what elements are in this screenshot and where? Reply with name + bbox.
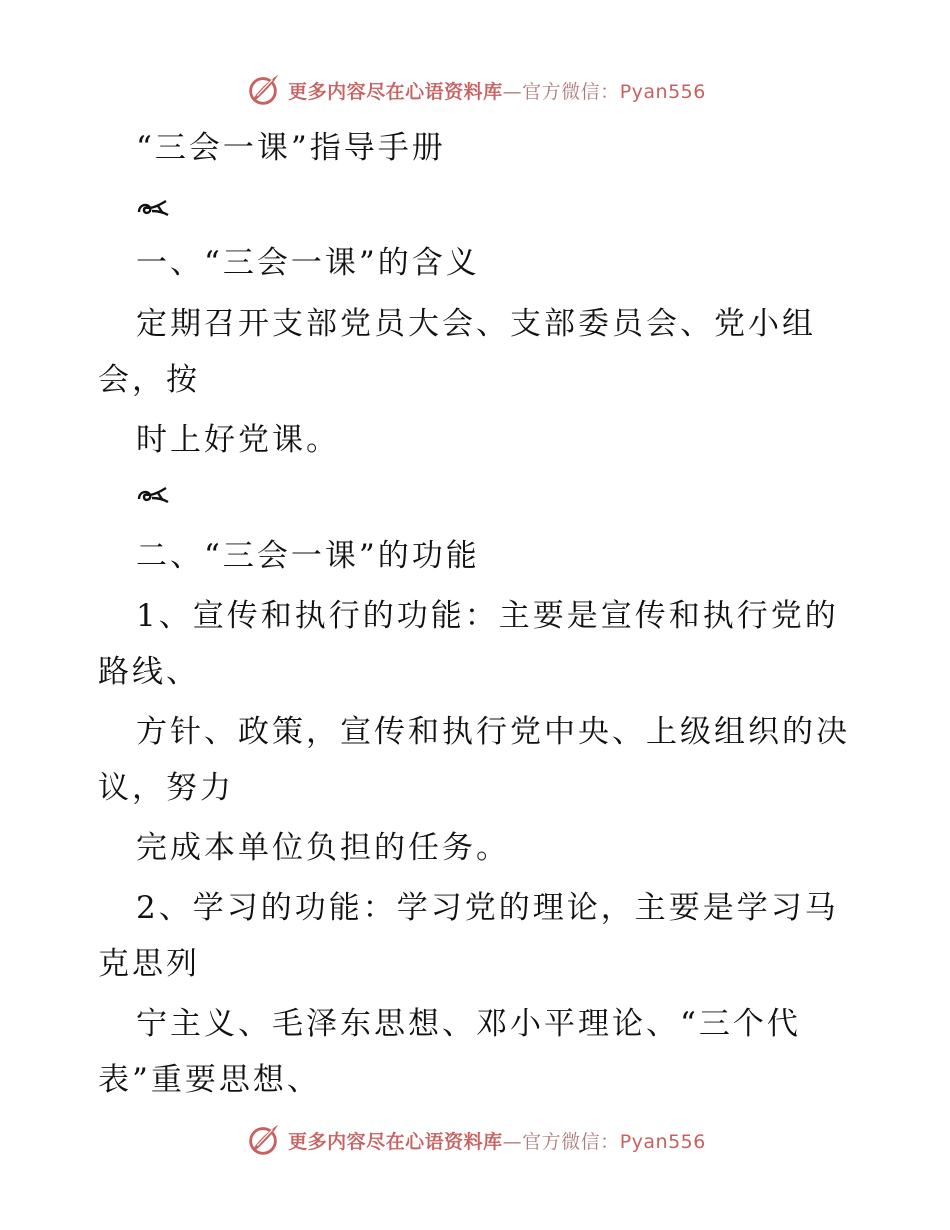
paragraph-line: 1、宣传和执行的功能：主要是宣传和执行党的 <box>136 598 839 634</box>
feather-pen-logo-icon <box>244 71 282 109</box>
paragraph-line: 克思列 <box>98 946 200 982</box>
watermark-wechat-label: —官方微信： <box>502 1130 620 1153</box>
paragraph-line: 路线、 <box>98 654 200 690</box>
paragraph-line: 2、学习的功能：学习党的理论，主要是学习马 <box>136 890 839 926</box>
watermark-site-name: 更多内容尽在心语资料库 <box>288 1130 503 1153</box>
paragraph-line: 时上好党课。 <box>136 422 340 458</box>
fleuron-icon <box>136 485 170 507</box>
feather-pen-logo-icon <box>244 1121 282 1159</box>
paragraph-line: 表”重要思想、 <box>98 1062 321 1098</box>
paragraph-line: 方针、政策，宣传和执行党中央、上级组织的决 <box>136 714 850 750</box>
watermark-wechat-id: Pyan556 <box>619 1130 706 1153</box>
section2-heading: 二、“三会一课”的功能 <box>136 538 480 574</box>
watermark-text <box>288 77 706 104</box>
watermark-wechat-id: Pyan556 <box>619 80 706 103</box>
paragraph-line: 宁主义、毛泽东思想、邓小平理论、“三个代 <box>136 1006 801 1042</box>
watermark-site-name: 更多内容尽在心语资料库 <box>288 80 503 103</box>
paragraph-line: 定期召开支部党员大会、支部委员会、党小组 <box>136 306 816 342</box>
paragraph-line: 完成本单位负担的任务。 <box>136 830 510 866</box>
watermark-footer <box>0 1120 950 1160</box>
fleuron-icon <box>136 198 170 220</box>
watermark-header <box>0 70 950 110</box>
watermark-wechat-label: —官方微信： <box>502 80 620 103</box>
paragraph-line: 会，按 <box>98 362 200 398</box>
paragraph-line: 议，努力 <box>98 770 234 806</box>
watermark-text <box>288 1127 706 1154</box>
document-title: “三会一课”指导手册 <box>136 130 446 166</box>
section1-heading: 一、“三会一课”的含义 <box>136 245 480 281</box>
